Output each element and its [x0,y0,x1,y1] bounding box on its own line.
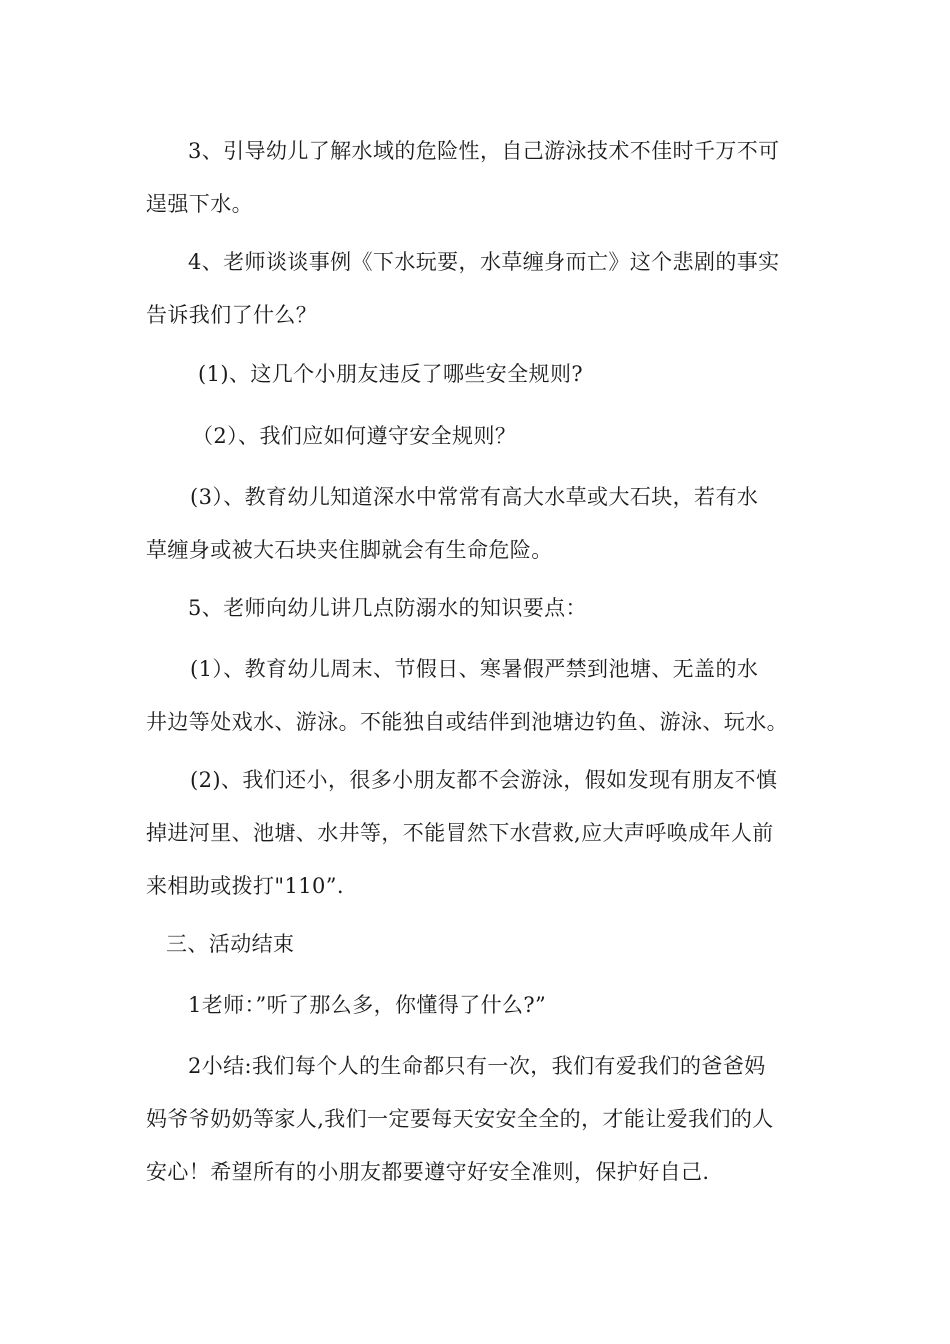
text-line: 三、活动结束 [166,932,295,956]
paragraph-question-3 [146,471,810,577]
text-line: 1老师：”听了那么多，你懂得了什么?” [188,993,547,1017]
text-line: 3、引导幼儿了解水域的危险性，自己游泳技术不佳时千万不可 [188,139,780,163]
text-line: 逞强下水。 [146,192,253,216]
paragraph-question-1 [146,348,810,401]
paragraph-point-2 [146,754,810,913]
paragraph-question-2 [146,410,810,463]
text-line: (1)、这几个小朋友违反了哪些安全规则? [198,362,584,386]
text-line: 来相助或拨打"110”. [146,874,344,898]
text-line: (2)、我们还小，很多小朋友都不会游泳，假如发现有朋友不慎 [190,768,778,792]
text-line: （2）、我们应如何遵守安全规则？ [192,424,517,448]
text-line: 井边等处戏水、游泳。不能独自或结伴到池塘边钓鱼、游泳、玩水。 [146,710,788,734]
text-line: 草缠身或被大石块夹住脚就会有生命危险。 [146,538,553,562]
text-line: 5、老师向幼儿讲几点防溺水的知识要点： [188,596,587,620]
text-line: (1）、教育幼儿周末、节假日、寒暑假严禁到池塘、无盖的水 [190,657,759,681]
text-line: 安心！希望所有的小朋友都要遵守好安全准则，保护好自己. [146,1160,710,1184]
text-line: (3）、教育幼儿知道深水中常常有高大水草或大石块，若有水 [190,485,759,509]
text-line: 告诉我们了什么？ [146,303,318,327]
paragraph-step-3 [146,125,810,231]
paragraph-summary [146,1040,810,1199]
text-line: 掉进河里、池塘、水井等，不能冒然下水营救,应大声呼唤成年人前 [146,821,774,845]
text-line: 4、老师谈谈事例《下水玩要，水草缠身而亡》这个悲剧的事实 [188,250,780,274]
text-line: 2小结:我们每个人的生命都只有一次，我们有爱我们的爸爸妈 [188,1054,766,1078]
paragraph-step-5 [146,582,810,635]
paragraph-teacher-question [146,979,810,1032]
text-line: 妈爷爷奶奶等家人,我们一定要每天安安全全的，才能让爱我们的人 [146,1107,774,1131]
section-heading-activity-end [146,918,810,971]
paragraph-point-1 [146,643,810,749]
paragraph-step-4 [146,236,810,342]
